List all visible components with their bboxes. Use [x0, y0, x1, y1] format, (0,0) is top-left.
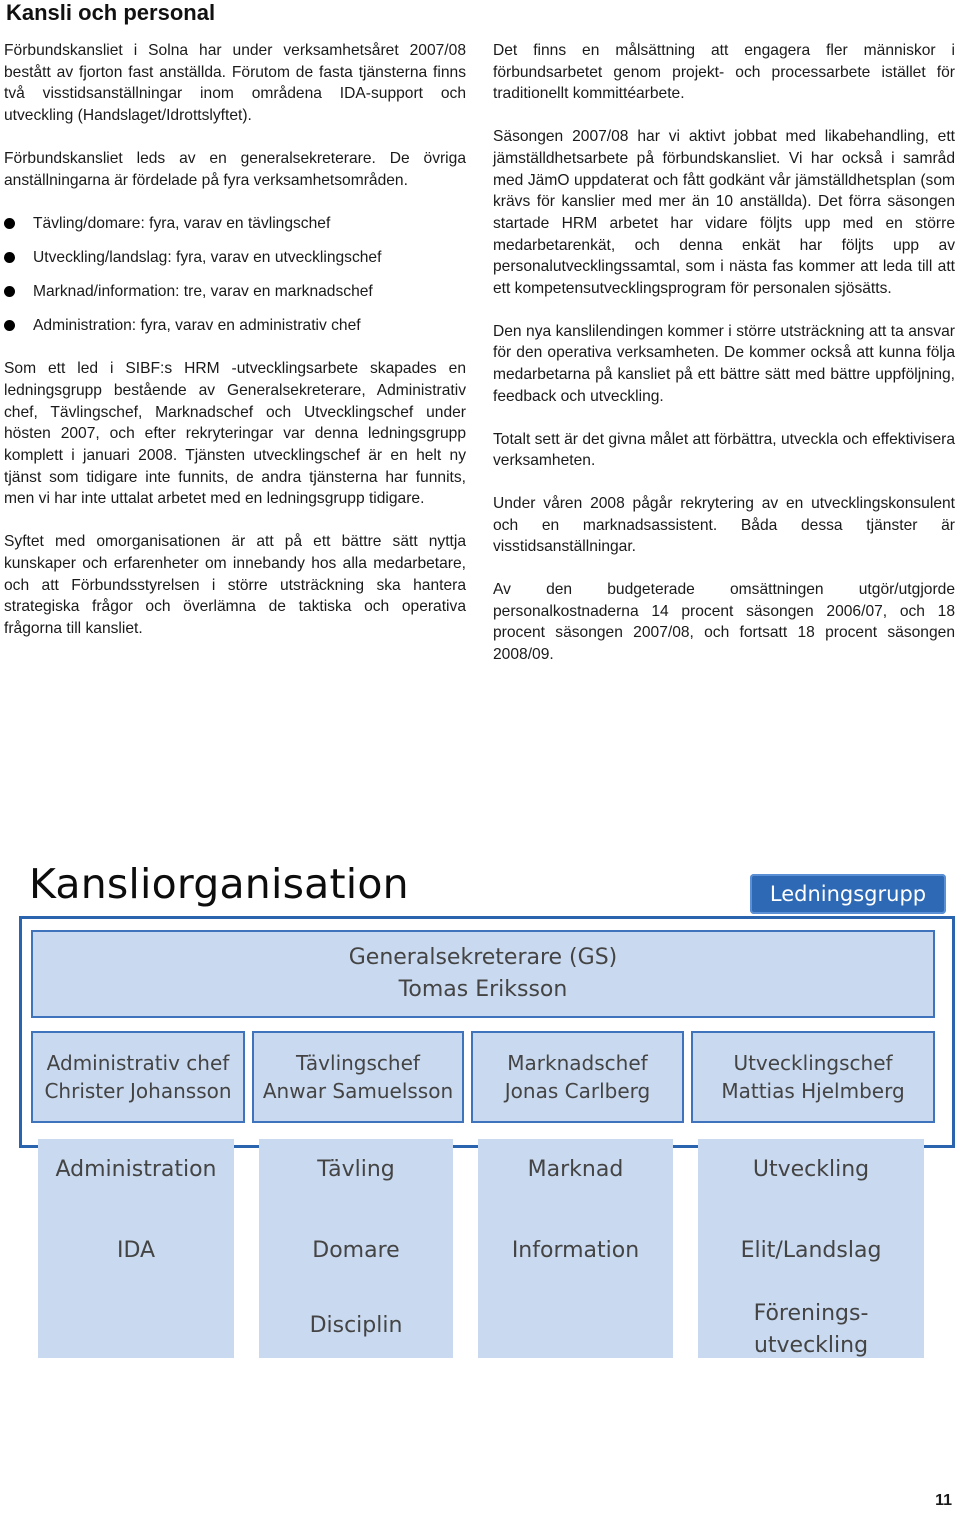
org-chart-title: Kansliorganisation	[29, 860, 409, 908]
org-unit-competition	[259, 1139, 453, 1358]
role-label: Tävlingschef	[296, 1051, 420, 1075]
role-label: Utvecklingschef	[733, 1051, 893, 1075]
paragraph: Under våren 2008 pågår rekrytering av en utvecklingskonsulent och en marknadsassistent. Båda dessa tjänster är visstidsanställningar.	[493, 494, 955, 556]
unit-label: Information	[511, 1238, 640, 1263]
list-item	[4, 280, 466, 314]
org-box-competition-chief	[252, 1031, 464, 1123]
person-name: Anwar Samuelsson	[262, 1079, 454, 1103]
role-label: Generalsekreterare (GS)	[348, 945, 618, 970]
bullet-icon	[4, 320, 15, 331]
right-column	[493, 40, 955, 687]
org-box-development-chief	[691, 1031, 935, 1123]
bullet-icon	[4, 252, 15, 263]
unit-label: Tävling	[317, 1157, 395, 1182]
unit-label: Elit/Landslag	[740, 1238, 882, 1263]
role-label: Administrativ chef	[46, 1051, 230, 1075]
org-unit-administration	[38, 1139, 234, 1358]
list-item	[4, 212, 466, 246]
area-list	[4, 212, 466, 348]
paragraph: Syftet med omorganisationen är att på ett bättre sätt nyttja kunskaper och erfarenheter om innebandy hos alla medarbetare, och att Förbundsstyrelsen i större utsträckning ska hantera strategiska frågor och överlämna de taktiska och operativa frågorna till kansliet.	[4, 533, 466, 637]
person-name: Jonas Carlberg	[504, 1079, 651, 1103]
bullet-icon	[4, 286, 15, 297]
list-item-text: Utveckling/landslag: fyra, varav en utvecklingschef	[33, 249, 382, 267]
org-box-marketing-chief	[471, 1031, 684, 1123]
paragraph: Av den budgeterade omsättningen utgör/utgjorde personalkostnaderna 14 procent säsongen 2006/07, och 18 procent säsongen 2007/08, och fortsatt 18 procent säsongen 2008/09.	[493, 581, 955, 664]
unit-label: Disciplin	[309, 1313, 403, 1338]
list-item-text: Marknad/information: tre, varav en marknadschef	[33, 283, 373, 301]
unit-label: Marknad	[527, 1157, 624, 1182]
org-unit-marketing	[478, 1139, 673, 1358]
org-unit-development	[698, 1139, 924, 1358]
left-column	[4, 40, 466, 661]
list-item	[4, 314, 466, 348]
paragraph: Säsongen 2007/08 har vi aktivt jobbat med likabehandling, ett jämställdhetsarbete på förbundskansliet. Vi har också i samråd med JämO uppdaterat och fått godkänt vår jämställdhetsplan (som krävs för kanslier med mer än 10 anställda). Det förra säsongen startade HRM arbetet har vidare följts upp med en större medarbetarenkät, och denna enkät har följts upp av personalutvecklingssamtal, som i nästa fas kommer att leda till att ett kompetensutvecklingsprogram för personalen sjösätts.	[493, 128, 955, 298]
list-item-text: Administration: fyra, varav en administrativ chef	[33, 317, 361, 335]
page-title: Kansli och personal	[6, 0, 216, 25]
paragraph: Den nya kanslilendingen kommer i större utsträckning att ta ansvar för den operativa verksamheten. De kommer också att kunna följa medarbetarna på kansliet på ett bättre sätt med bättre uppföljning, feedback och utveckling.	[493, 322, 955, 405]
unit-label: Domare	[312, 1238, 400, 1263]
unit-label: IDA	[116, 1238, 156, 1263]
paragraph: Förbundskansliet i Solna har under verksamhetsåret 2007/08 bestått av fjorton fast anställda. Förutom de fasta tjänsterna finns två visstidsanställningar inom områdena IDA-support och utveckling (Handslaget/Idrottslyftet).	[4, 42, 466, 125]
unit-label: Utveckling	[752, 1157, 870, 1182]
list-item	[4, 246, 466, 280]
management-group-label: Ledningsgrupp	[750, 874, 946, 914]
paragraph: Som ett led i SIBF:s HRM -utvecklingsarbete skapades en ledningsgrupp bestående av Generalsekreterare, Administrativ chef, Tävlingschef, Marknadschef och Utvecklingschef under hösten 2007, och efter rekryteringar var denna ledningsgrupp komplett i januari 2008. Tjänsten utvecklingschef är en helt ny tjänst som tidigare inte funnits, de andra tjänsterna har funnits, men vi har inte uttalat arbetet med en ledningsgrupp tidigare.	[4, 360, 466, 508]
role-label: Marknadschef	[507, 1051, 648, 1075]
unit-label: Administration	[55, 1157, 217, 1182]
person-name: Mattias Hjelmberg	[721, 1079, 905, 1103]
org-chart	[15, 836, 955, 1376]
org-box-general-secretary	[31, 930, 935, 1018]
paragraph: Det finns en målsättning att engagera fler människor i förbundsarbetet genom projekt- och processarbete istället för traditionellt kommittéarbete.	[493, 42, 955, 103]
org-box-admin-chief	[31, 1031, 245, 1123]
paragraph: Förbundskansliet leds av en generalsekreterare. De övriga anställningarna är fördelade på fyra verksamhetsområden.	[4, 149, 466, 189]
paragraph: Totalt sett är det givna målet att förbättra, utveckla och effektivisera verksamheten.	[493, 430, 955, 470]
page-number: 11	[935, 1492, 952, 1509]
bullet-icon	[4, 218, 15, 229]
list-item-text: Tävling/domare: fyra, varav en tävlingschef	[33, 215, 331, 233]
unit-label: Förenings-	[753, 1301, 869, 1326]
person-name: Christer Johansson	[44, 1079, 232, 1103]
unit-label: utveckling	[753, 1333, 869, 1358]
person-name: Tomas Eriksson	[398, 977, 568, 1002]
